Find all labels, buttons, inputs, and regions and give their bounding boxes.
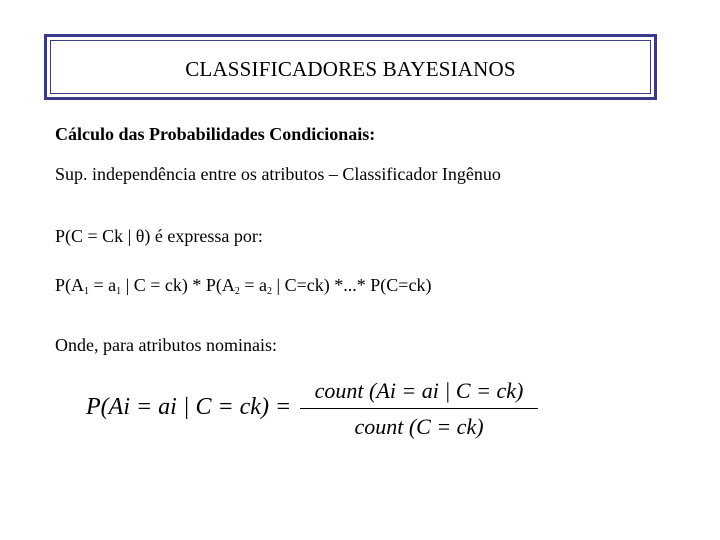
title-frame-inner <box>50 40 651 94</box>
title-frame <box>44 34 657 100</box>
expression-text: P(C = Ck | θ) é expressa por: <box>55 226 263 246</box>
product-sub-2: 1 <box>116 286 122 297</box>
product-sub-3: 2 <box>234 286 240 297</box>
product-part-1: P(A <box>55 275 85 295</box>
where-text: Onde, para atributos nominais: <box>55 335 277 355</box>
product-formula <box>55 275 431 297</box>
slide-title: CLASSIFICADORES BAYESIANOS <box>185 56 516 81</box>
formula-lhs: P(Ai = ai | C = ck) = <box>86 394 292 420</box>
product-sub-1: 1 <box>84 286 90 297</box>
product-sub-4: 2 <box>267 286 273 297</box>
product-part-5: | C=ck) *...* P(C=ck) <box>272 275 432 295</box>
assumption-text: Sup. independência entre os atributos – Classificador Ingênuo <box>55 164 501 184</box>
product-part-2: = a <box>89 275 117 295</box>
fraction-bar <box>300 408 538 409</box>
formula-denominator: count (C = ck) <box>354 414 484 439</box>
product-part-3: | C = ck) * P(A <box>121 275 235 295</box>
nominal-probability-formula <box>86 374 546 446</box>
product-part-4: = a <box>239 275 268 295</box>
section-heading: Cálculo das Probabilidades Condicionais: <box>55 124 376 144</box>
formula-numerator: count (Ai = ai | C = ck) <box>314 378 524 403</box>
